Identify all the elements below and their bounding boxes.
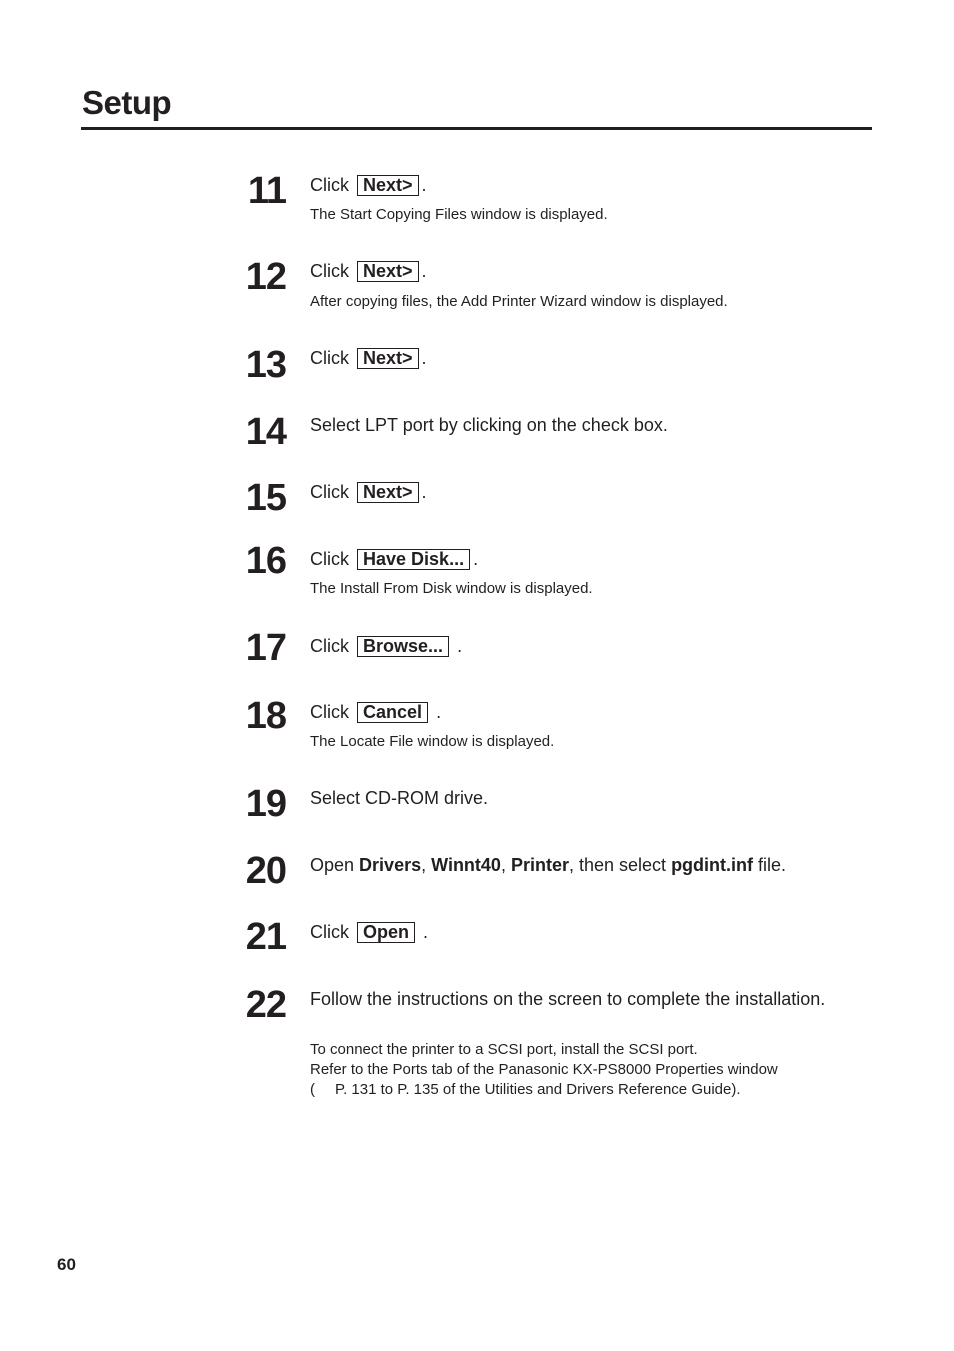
- instruction-period: .: [457, 636, 463, 656]
- step-instruction: [310, 921, 428, 943]
- instruction-text: Open: [310, 855, 360, 875]
- step-number: 22: [245, 984, 286, 1026]
- instruction-text: file.: [753, 855, 787, 875]
- step-instruction: [310, 260, 427, 282]
- instruction-period: .: [436, 702, 442, 722]
- next-button[interactable]: Next>: [357, 175, 419, 196]
- instruction-text: Click: [310, 922, 349, 942]
- file-name: pgdint.inf: [671, 855, 754, 875]
- instruction-text: Click: [310, 175, 349, 195]
- step-number: 19: [245, 783, 286, 825]
- step-number: 11: [247, 170, 286, 212]
- step-number: 14: [245, 411, 286, 453]
- browse-button[interactable]: Browse...: [357, 636, 449, 657]
- step-instruction: [310, 548, 478, 570]
- next-button[interactable]: Next>: [357, 261, 419, 282]
- instruction-period: .: [473, 549, 479, 569]
- instruction-text: Click: [310, 261, 349, 281]
- page-title: Setup: [82, 84, 172, 121]
- step-instruction: [310, 701, 441, 723]
- step-number: 18: [245, 695, 286, 737]
- step-instruction: Follow the instructions on the screen to complete the installation.: [310, 989, 826, 1009]
- note-paren: (: [310, 1081, 315, 1098]
- instruction-text: , then select: [569, 855, 672, 875]
- next-button[interactable]: Next>: [357, 482, 419, 503]
- step-number: 13: [245, 344, 286, 386]
- step-instruction: [310, 481, 427, 503]
- cancel-button[interactable]: Cancel: [357, 702, 428, 723]
- step-instruction: [310, 635, 462, 657]
- step-number: 21: [245, 916, 286, 958]
- step-number: 16: [245, 540, 286, 582]
- step-number: 17: [245, 627, 286, 669]
- step-note: The Start Copying Files window is displayed.: [310, 206, 608, 223]
- note-reference-text: P. 131 to P. 135 of the Utilities and Drivers Reference Guide).: [335, 1081, 741, 1098]
- separator: ,: [500, 855, 511, 875]
- title-rule: [81, 127, 872, 130]
- next-button[interactable]: Next>: [357, 348, 419, 369]
- step-instruction: [310, 174, 427, 196]
- folder-name-printer: Printer: [510, 855, 569, 875]
- instruction-text: Click: [310, 702, 349, 722]
- step-note: The Locate File window is displayed.: [310, 733, 555, 750]
- instruction-period: .: [421, 482, 427, 502]
- instruction-text: Click: [310, 636, 349, 656]
- page-number: 60: [57, 1255, 76, 1274]
- step-note: After copying files, the Add Printer Wizard window is displayed.: [310, 293, 728, 310]
- instruction-text: Click: [310, 549, 349, 569]
- step-number: 12: [245, 256, 286, 298]
- folder-name-drivers: Drivers: [359, 855, 422, 875]
- step-instruction: Select CD-ROM drive.: [310, 788, 489, 808]
- step-note: The Install From Disk window is displayed.: [310, 580, 593, 597]
- instruction-period: .: [423, 922, 429, 942]
- instruction-text: Click: [310, 348, 349, 368]
- folder-name-winnt40: Winnt40: [431, 855, 501, 875]
- step-instruction: [310, 854, 786, 876]
- instruction-period: .: [421, 175, 427, 195]
- scsi-note: [310, 1040, 778, 1100]
- step-number: 20: [245, 850, 286, 892]
- open-button[interactable]: Open: [357, 922, 415, 943]
- step-instruction: Select LPT port by clicking on the check box.: [310, 415, 668, 435]
- note-line: To connect the printer to a SCSI port, install the SCSI port.: [310, 1041, 698, 1058]
- note-line: [310, 1080, 778, 1100]
- instruction-period: .: [421, 348, 427, 368]
- instruction-text: Click: [310, 482, 349, 502]
- instruction-period: .: [421, 261, 427, 281]
- step-number: 15: [245, 477, 286, 519]
- have-disk-button[interactable]: Have Disk...: [357, 549, 470, 570]
- note-line: Refer to the Ports tab of the Panasonic KX-PS8000 Properties window: [310, 1061, 778, 1078]
- step-instruction: [310, 347, 427, 369]
- separator: ,: [421, 855, 432, 875]
